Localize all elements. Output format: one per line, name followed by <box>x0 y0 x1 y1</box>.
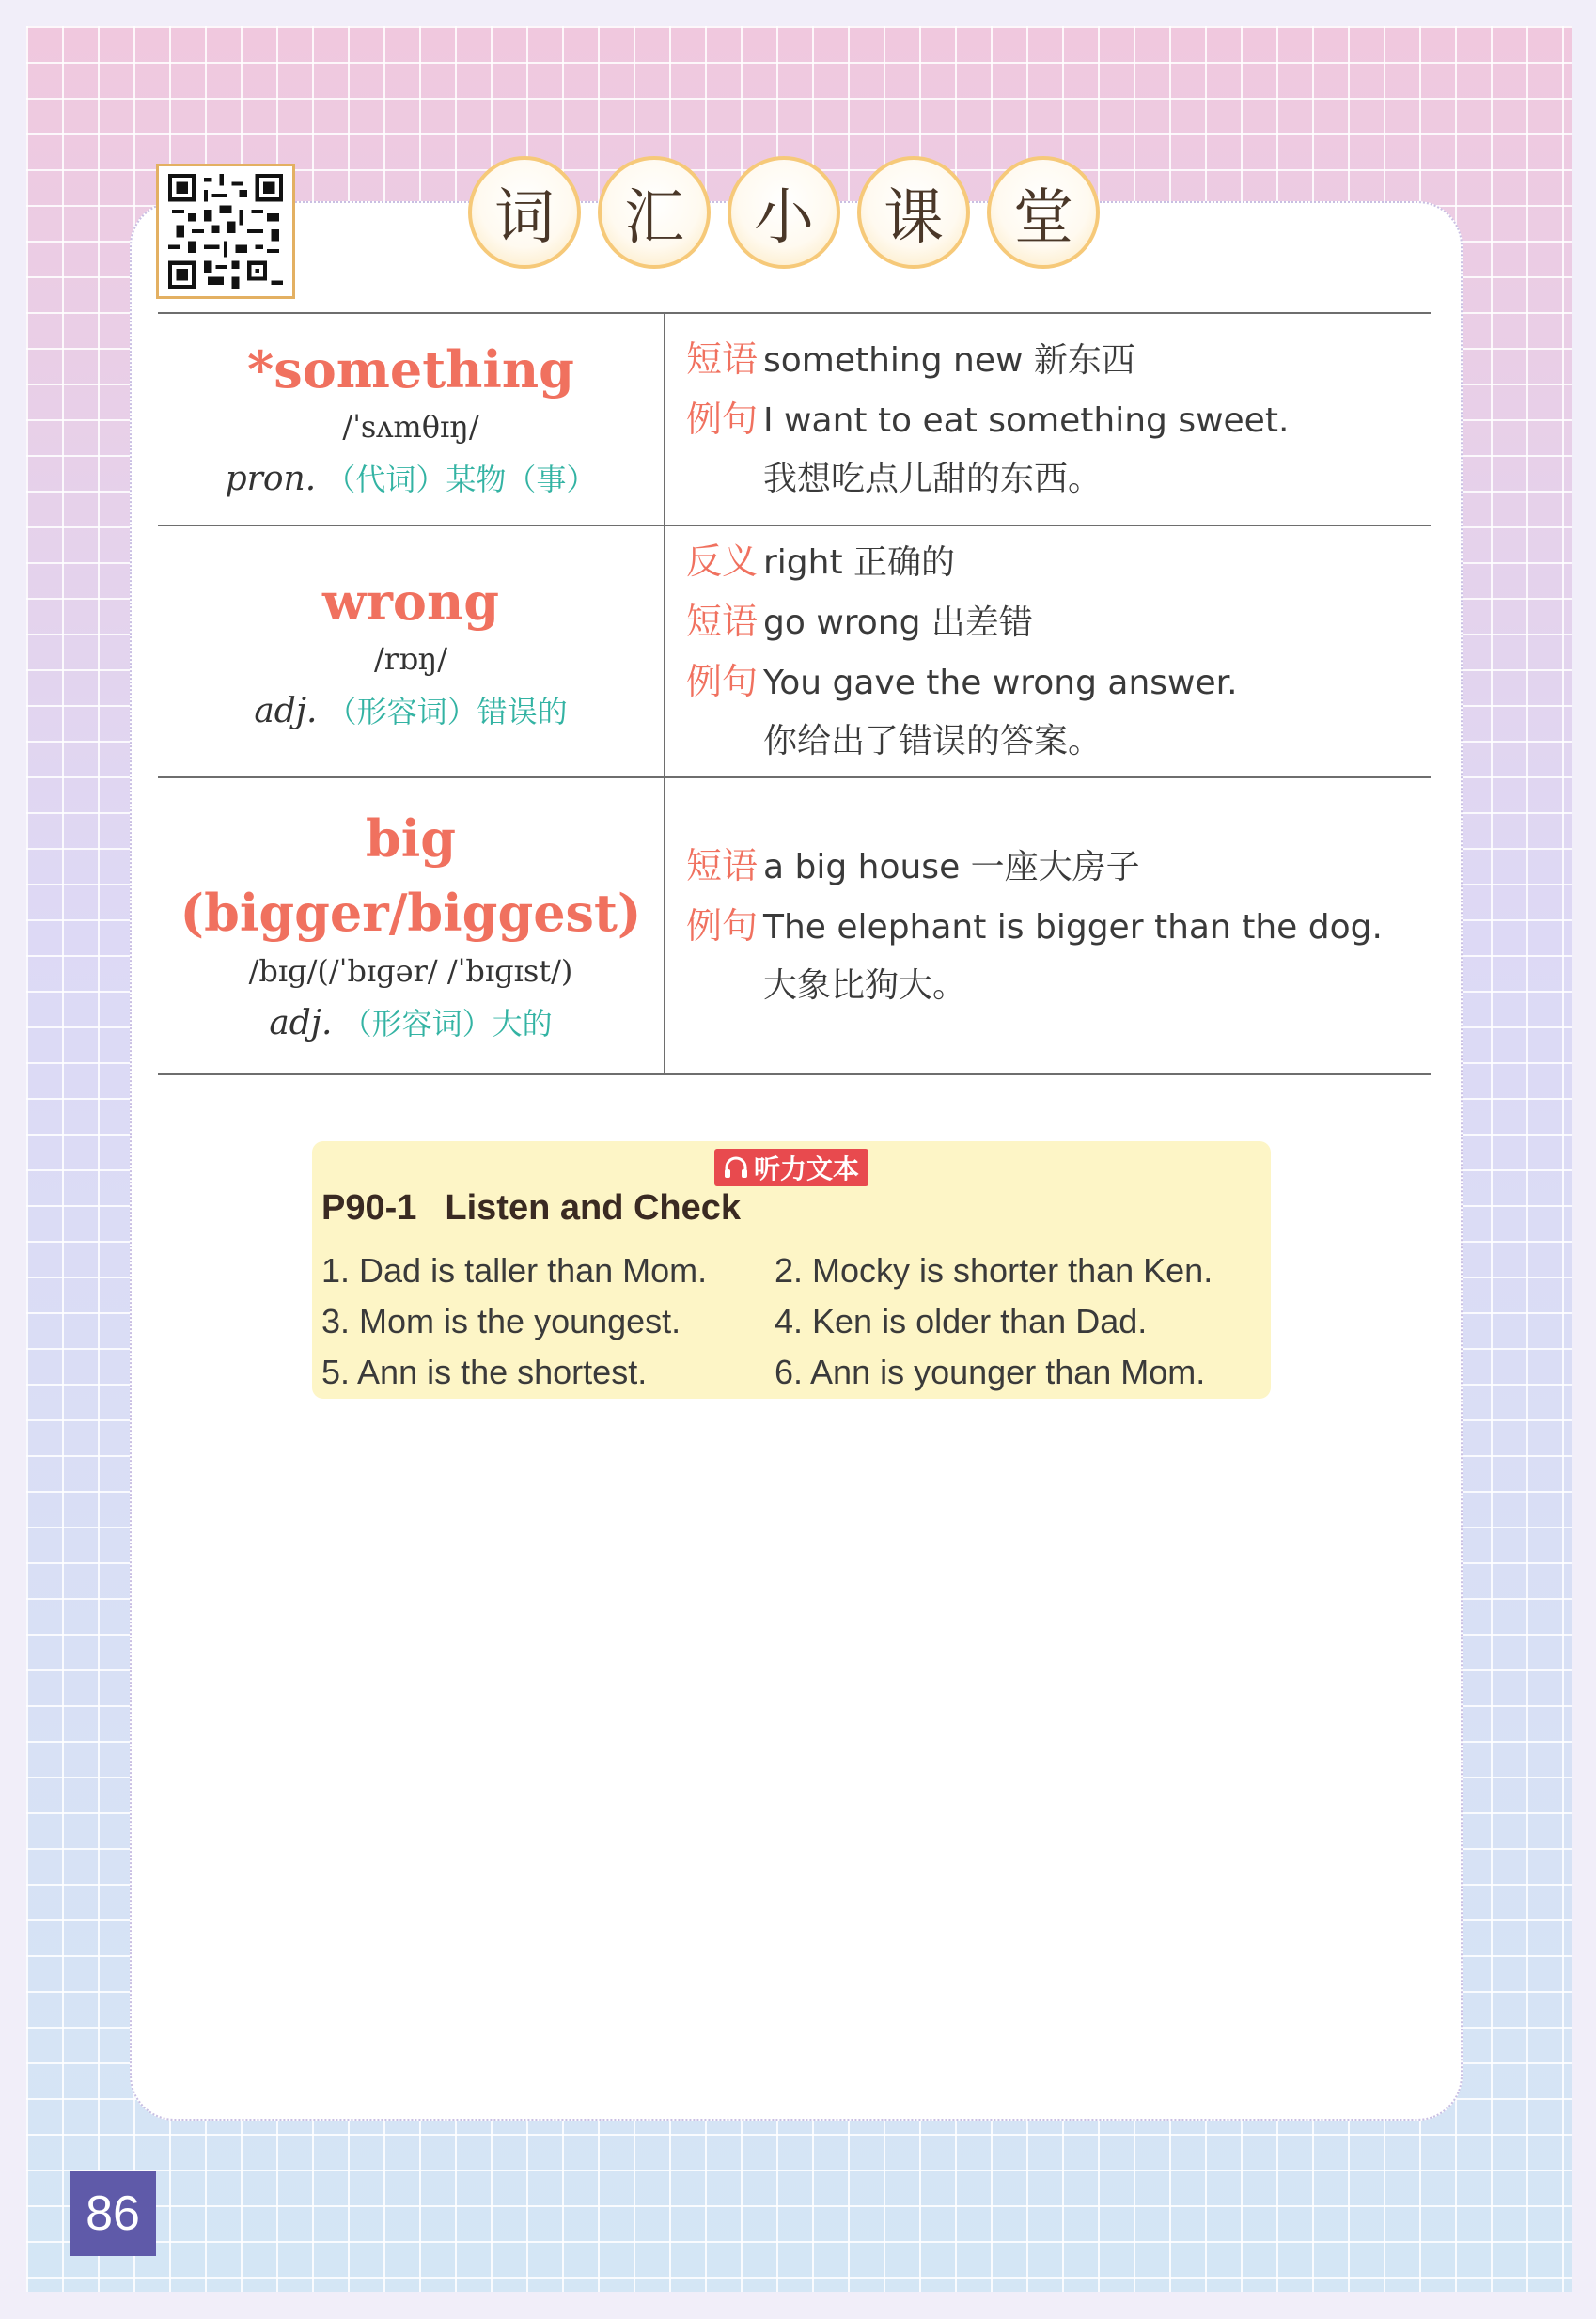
qr-code-icon[interactable] <box>156 164 295 299</box>
headword-forms: (bigger/biggest) <box>180 883 642 943</box>
usage-line <box>686 897 1431 957</box>
exercise-code: P90-1 <box>321 1188 417 1228</box>
vocab-row-wrong <box>158 525 1431 777</box>
list-item: 1. Dad is taller than Mom. <box>321 1251 708 1290</box>
usage-tag: 短语 <box>686 338 759 380</box>
usage-line <box>686 837 1431 897</box>
headphones-icon <box>724 1156 748 1179</box>
listening-title <box>321 1188 741 1229</box>
title-char: 课 <box>857 156 970 269</box>
word-cell <box>158 313 665 525</box>
usage-tag: 反义 <box>686 541 759 582</box>
page-number: 86 <box>70 2171 156 2256</box>
usage-text: 你给出了错误的答案。 <box>763 722 1103 760</box>
part-of-speech <box>158 1000 664 1043</box>
usage-text: The elephant is bigger than the dog. <box>763 908 1383 947</box>
listening-items <box>321 1248 1261 1395</box>
usage-line <box>686 532 1431 592</box>
pos-meaning: （形容词）大的 <box>341 1005 553 1042</box>
title-char: 汇 <box>598 156 711 269</box>
usage-cell <box>665 525 1431 777</box>
usage-text: a big house 一座大房子 <box>763 848 1140 886</box>
exercise-title: Listen and Check <box>445 1188 742 1228</box>
usage-line <box>686 330 1431 390</box>
usage-tag: 例句 <box>686 399 759 440</box>
usage-cell <box>665 313 1431 525</box>
list-item: 3. Mom is the youngest. <box>321 1302 681 1340</box>
list-item: 2. Mocky is shorter than Ken. <box>775 1251 1213 1290</box>
headword: *something <box>247 338 574 400</box>
usage-text: You gave the wrong answer. <box>763 664 1238 702</box>
usage-text: right 正确的 <box>763 543 956 582</box>
vocab-row-big <box>158 777 1431 1074</box>
usage-tag: 短语 <box>686 845 759 886</box>
usage-tag: 短语 <box>686 601 759 642</box>
usage-translation <box>686 957 1431 1015</box>
usage-translation <box>686 450 1431 509</box>
usage-text: go wrong 出差错 <box>763 603 1033 642</box>
phonetic: /rɒŋ/ <box>374 641 447 678</box>
usage-line <box>686 592 1431 652</box>
phonetic: /bɪɡ/(/ˈbɪɡər/ /ˈbɪɡɪst/) <box>248 952 573 989</box>
list-item: 5. Ann is the shortest. <box>321 1353 648 1391</box>
usage-text: I want to eat something sweet. <box>763 401 1290 440</box>
part-of-speech <box>158 688 664 731</box>
section-title <box>468 156 1100 269</box>
usage-line <box>686 390 1431 450</box>
usage-line <box>686 652 1431 713</box>
word-cell <box>158 525 665 777</box>
usage-text: 我想吃点儿甜的东西。 <box>763 460 1103 498</box>
headword: big <box>365 808 457 870</box>
usage-text: 大象比狗大。 <box>763 966 967 1005</box>
list-item: 6. Ann is younger than Mom. <box>775 1353 1206 1391</box>
vocab-row-something <box>158 313 1431 525</box>
usage-text: something new 新东西 <box>763 341 1135 380</box>
pos-abbr: adj. <box>269 1003 333 1042</box>
usage-cell <box>665 777 1431 1074</box>
title-char: 小 <box>728 156 840 269</box>
usage-tag: 例句 <box>686 661 759 702</box>
title-char: 堂 <box>987 156 1100 269</box>
listening-badge-label: 听力文本 <box>754 1153 860 1184</box>
pos-meaning: （形容词）错误的 <box>326 694 568 730</box>
listening-badge[interactable] <box>714 1149 868 1186</box>
title-char: 词 <box>468 156 581 269</box>
word-cell <box>158 777 665 1074</box>
part-of-speech <box>158 456 664 499</box>
list-item: 4. Ken is older than Dad. <box>775 1302 1148 1340</box>
pos-abbr: pron. <box>225 460 317 499</box>
headword: wrong <box>322 571 499 632</box>
vocabulary-table <box>158 312 1431 1075</box>
pos-meaning: （代词）某物（事） <box>325 462 597 498</box>
pos-abbr: adj. <box>254 692 318 731</box>
usage-tag: 例句 <box>686 905 759 947</box>
listening-text-box <box>312 1141 1271 1399</box>
usage-translation <box>686 713 1431 771</box>
phonetic: /ˈsʌmθɪŋ/ <box>342 409 479 446</box>
